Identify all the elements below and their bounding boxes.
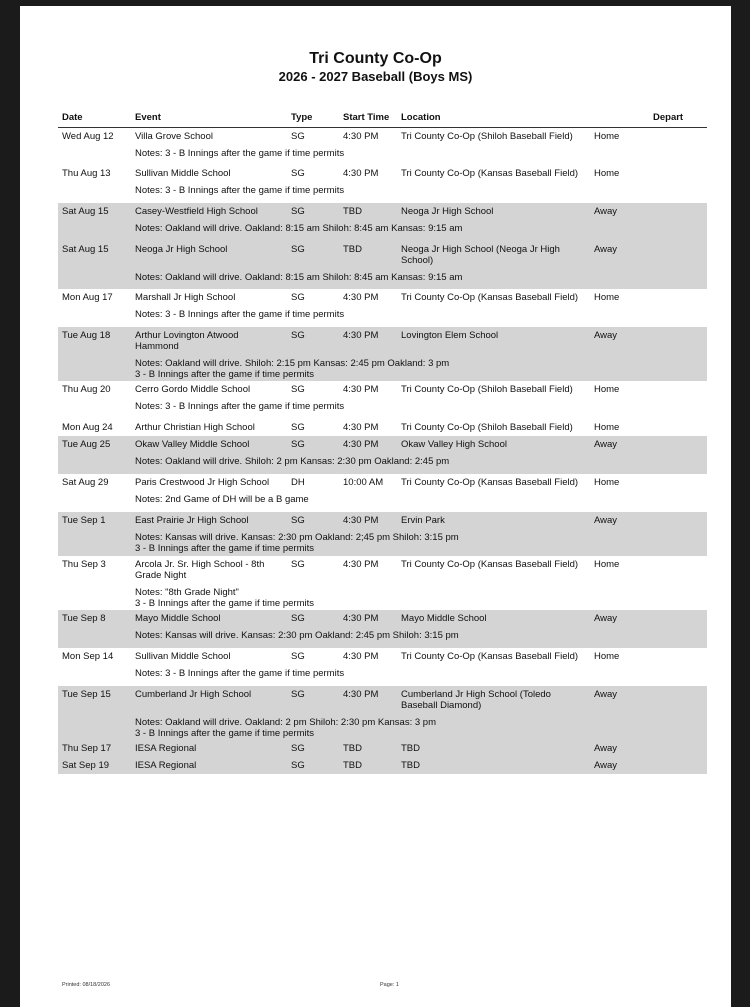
game-home-away: Away (594, 760, 618, 771)
note-line: Notes: 3 - B Innings after the game if time permits (135, 185, 345, 196)
game-event: Okaw Valley Middle School (135, 439, 250, 450)
game-location: Tri County Co-Op (Kansas Baseball Field) (401, 477, 579, 488)
page-number: Page: 1 (380, 982, 399, 988)
page-title: Tri County Co-Op (309, 50, 442, 67)
note-line: Notes: 3 - B Innings after the game if time permits (135, 401, 345, 412)
game-home-away: Away (594, 244, 618, 255)
game-location: Tri County Co-Op (Kansas Baseball Field) (401, 651, 579, 662)
game-start-time: 4:30 PM (343, 330, 379, 341)
game-event: East Prairie Jr High School (135, 515, 249, 526)
game-home-away: Away (594, 743, 618, 754)
note-line: 3 - B Innings after the game if time permits (135, 543, 314, 554)
note-line: 3 - B Innings after the game if time permits (135, 598, 314, 609)
note-line: Notes: Kansas will drive. Kansas: 2:30 pm Oakland: 2;45 pm Shiloh: 3:15 pm (135, 532, 459, 543)
game-start-time: 4:30 PM (343, 168, 379, 179)
game-home-away: Away (594, 613, 618, 624)
game-date: Tue Aug 18 (62, 330, 111, 341)
table-row (58, 241, 707, 289)
game-date: Sat Sep 19 (62, 760, 110, 771)
table-row (58, 610, 707, 648)
game-start-time: 4:30 PM (343, 384, 379, 395)
game-type: DH (291, 477, 305, 488)
game-event: Arcola Jr. Sr. High School - 8th Grade Night (135, 559, 265, 581)
game-location: Neoga Jr High School (Neoga Jr High School) (401, 244, 560, 266)
game-location: Tri County Co-Op (Shiloh Baseball Field) (401, 131, 573, 142)
game-type: SG (291, 384, 305, 395)
game-notes (135, 717, 695, 739)
game-notes (135, 223, 695, 234)
game-event: Paris Crestwood Jr High School (135, 477, 270, 488)
game-location: TBD (401, 743, 420, 754)
table-row (58, 648, 707, 686)
game-location: Tri County Co-Op (Shiloh Baseball Field) (401, 422, 573, 433)
page-subtitle: 2026 - 2027 Baseball (Boys MS) (278, 69, 473, 84)
game-type: SG (291, 439, 305, 450)
game-notes (135, 587, 695, 609)
game-date: Mon Aug 17 (62, 292, 113, 303)
game-type: SG (291, 292, 305, 303)
note-line: Notes: 2nd Game of DH will be a B game (135, 494, 309, 505)
game-date: Tue Sep 8 (62, 613, 106, 624)
game-event: Mayo Middle School (135, 613, 221, 624)
table-row (58, 740, 707, 757)
col-header-type: Type (291, 112, 313, 123)
table-row (58, 512, 707, 556)
game-start-time: 4:30 PM (343, 422, 379, 433)
game-start-time: TBD (343, 760, 362, 771)
game-event: Sullivan Middle School (135, 168, 231, 179)
game-notes (135, 630, 695, 641)
note-line: 3 - B Innings after the game if time permits (135, 728, 314, 739)
table-row (58, 436, 707, 474)
game-date: Mon Sep 14 (62, 651, 114, 662)
col-header-date: Date (62, 112, 83, 123)
note-line: Notes: Oakland will drive. Oakland: 2 pm Shiloh: 2:30 pm Kansas: 3 pm (135, 717, 436, 728)
schedule-page (20, 6, 731, 1007)
game-location: Cumberland Jr High School (Toledo Baseball Diamond) (401, 689, 551, 711)
game-start-time: 4:30 PM (343, 515, 379, 526)
note-line: Notes: Oakland will drive. Shiloh: 2 pm Kansas: 2:30 pm Oakland: 2:45 pm (135, 456, 450, 467)
game-event: IESA Regional (135, 743, 197, 754)
game-date: Thu Aug 20 (62, 384, 111, 395)
game-start-time: 4:30 PM (343, 559, 379, 570)
game-event: Sullivan Middle School (135, 651, 231, 662)
game-start-time: 4:30 PM (343, 689, 379, 700)
game-home-away: Home (594, 477, 620, 488)
col-header-event: Event (135, 112, 161, 123)
game-home-away: Home (594, 168, 620, 179)
game-date: Sat Aug 15 (62, 244, 109, 255)
game-date: Wed Aug 12 (62, 131, 114, 142)
game-notes (135, 272, 695, 283)
game-start-time: TBD (343, 244, 362, 255)
game-start-time: 10:00 AM (343, 477, 384, 488)
game-home-away: Away (594, 330, 618, 341)
game-notes (135, 401, 695, 412)
table-header (58, 110, 707, 128)
game-date: Thu Aug 13 (62, 168, 111, 179)
table-row (58, 381, 707, 419)
game-start-time: TBD (343, 743, 362, 754)
game-type: SG (291, 613, 305, 624)
game-type: SG (291, 760, 305, 771)
game-type: SG (291, 743, 305, 754)
table-row (58, 419, 707, 436)
game-event: Villa Grove School (135, 131, 213, 142)
game-location: Okaw Valley High School (401, 439, 507, 450)
note-line: Notes: 3 - B Innings after the game if time permits (135, 148, 345, 159)
game-date: Thu Sep 17 (62, 743, 112, 754)
game-location: Ervin Park (401, 515, 445, 526)
game-event: Arthur Christian High School (135, 422, 255, 433)
col-header-start-time: Start Time (343, 112, 390, 123)
game-event: Marshall Jr High School (135, 292, 236, 303)
game-event: IESA Regional (135, 760, 197, 771)
table-row (58, 203, 707, 241)
game-date: Sat Aug 15 (62, 206, 109, 217)
note-line: Notes: 3 - B Innings after the game if time permits (135, 668, 345, 679)
game-notes (135, 309, 695, 320)
game-home-away: Home (594, 384, 620, 395)
game-location: Tri County Co-Op (Kansas Baseball Field) (401, 292, 579, 303)
game-location: Mayo Middle School (401, 613, 487, 624)
game-home-away: Away (594, 515, 618, 526)
game-start-time: TBD (343, 206, 362, 217)
game-home-away: Away (594, 439, 618, 450)
game-location: Lovington Elem School (401, 330, 499, 341)
game-type: SG (291, 244, 305, 255)
game-type: SG (291, 422, 305, 433)
game-event: Arthur Lovington Atwood Hammond (135, 330, 239, 352)
game-start-time: 4:30 PM (343, 613, 379, 624)
game-home-away: Home (594, 651, 620, 662)
game-location: Tri County Co-Op (Shiloh Baseball Field) (401, 384, 573, 395)
game-notes (135, 358, 695, 380)
table-row (58, 165, 707, 203)
game-notes (135, 494, 695, 505)
table-row (58, 327, 707, 381)
game-notes (135, 456, 695, 467)
game-event: Cumberland Jr High School (135, 689, 252, 700)
table-row (58, 474, 707, 512)
game-type: SG (291, 559, 305, 570)
game-home-away: Home (594, 559, 620, 570)
game-home-away: Away (594, 206, 618, 217)
game-date: Sat Aug 29 (62, 477, 109, 488)
game-date: Tue Aug 25 (62, 439, 111, 450)
game-type: SG (291, 131, 305, 142)
game-home-away: Away (594, 689, 618, 700)
game-start-time: 4:30 PM (343, 439, 379, 450)
schedule-table (58, 128, 707, 774)
game-notes (135, 148, 695, 159)
game-event: Cerro Gordo Middle School (135, 384, 251, 395)
game-start-time: 4:30 PM (343, 131, 379, 142)
note-line: Notes: Oakland will drive. Shiloh: 2:15 pm Kansas: 2:45 pm Oakland: 3 pm (135, 358, 450, 369)
table-row (58, 757, 707, 774)
table-row (58, 556, 707, 610)
game-date: Thu Sep 3 (62, 559, 106, 570)
col-header-location: Location (401, 112, 441, 123)
game-home-away: Home (594, 131, 620, 142)
game-type: SG (291, 515, 305, 526)
game-location: Tri County Co-Op (Kansas Baseball Field) (401, 168, 579, 179)
game-home-away: Home (594, 292, 620, 303)
game-event: Neoga Jr High School (135, 244, 228, 255)
game-type: SG (291, 689, 305, 700)
game-location: Tri County Co-Op (Kansas Baseball Field) (401, 559, 579, 570)
note-line: Notes: 3 - B Innings after the game if time permits (135, 309, 345, 320)
game-start-time: 4:30 PM (343, 292, 379, 303)
game-home-away: Home (594, 422, 620, 433)
game-date: Mon Aug 24 (62, 422, 113, 433)
game-type: SG (291, 168, 305, 179)
col-header-depart: Depart (653, 112, 684, 123)
game-type: SG (291, 206, 305, 217)
note-line: 3 - B Innings after the game if time permits (135, 369, 314, 380)
game-date: Tue Sep 15 (62, 689, 111, 700)
game-date: Tue Sep 1 (62, 515, 106, 526)
game-type: SG (291, 330, 305, 341)
game-notes (135, 668, 695, 679)
game-location: Neoga Jr High School (401, 206, 494, 217)
table-row (58, 289, 707, 327)
game-notes (135, 185, 695, 196)
table-row (58, 686, 707, 740)
game-notes (135, 532, 695, 554)
table-row (58, 128, 707, 165)
printed-date: Printed: 08/18/2026 (62, 982, 111, 988)
game-type: SG (291, 651, 305, 662)
note-line: Notes: "8th Grade Night" (135, 587, 239, 598)
note-line: Notes: Oakland will drive. Oakland: 8:15 am Shiloh: 8:45 am Kansas: 9:15 am (135, 223, 463, 234)
note-line: Notes: Oakland will drive. Oakland: 8:15 am Shiloh: 8:45 am Kansas: 9:15 am (135, 272, 463, 283)
note-line: Notes: Kansas will drive. Kansas: 2:30 pm Oakland: 2:45 pm Shiloh: 3:15 pm (135, 630, 459, 641)
game-start-time: 4:30 PM (343, 651, 379, 662)
game-event: Casey-Westfield High School (135, 206, 258, 217)
game-location: TBD (401, 760, 420, 771)
